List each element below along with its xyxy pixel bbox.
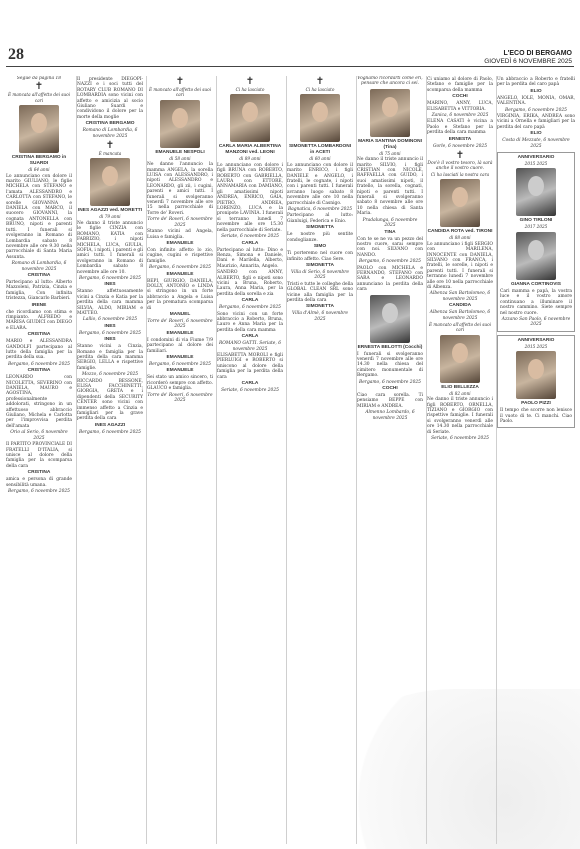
notice-name: EMANUELE bbox=[166, 368, 194, 374]
deceased-age: di 89 anni bbox=[239, 156, 261, 162]
notice-text: Stanno vicini ad Angela, Luisa e famiglia. bbox=[147, 229, 213, 240]
notice-signature: Seriate, 6 novembre 2025 bbox=[221, 388, 279, 394]
notice-signature: Bergamo, 6 novembre 2025 bbox=[149, 265, 211, 271]
column-7 bbox=[426, 76, 493, 844]
anniversary-years: 2015 2025 bbox=[524, 161, 548, 167]
notice-name: CRISTINA BERGAMO bbox=[85, 121, 135, 127]
deceased-age: di 58 anni bbox=[169, 155, 191, 161]
notice-text: Con te se ne va un pezzo del nostro cuore, sarai sempre con noi. SILVANO con NANDO. bbox=[357, 236, 423, 258]
notice-name: EMANUELE bbox=[166, 240, 194, 246]
notice-signature: Lallio, 6 novembre 2025 bbox=[82, 317, 138, 323]
notice-name: COCHI bbox=[382, 386, 398, 391]
notice-signature: Bergamo, 6 novembre 2025 bbox=[219, 305, 281, 311]
notice-signature: Torre de' Roveri, 6 novembre 2025 bbox=[147, 392, 213, 404]
notice-signature: Bergamo, 6 novembre 2025 bbox=[359, 259, 421, 265]
deceased-age: di 79 anni bbox=[99, 214, 121, 220]
notice-intro: Ci ha lasciati la nostra cara bbox=[430, 171, 490, 177]
notice-name: SIMONETTA bbox=[306, 225, 334, 231]
notice-signature: Romano di Lombardia, 6 novembre 2025 bbox=[11, 261, 67, 272]
deceased-name: GINO TIRLONI bbox=[519, 218, 553, 224]
notice-name: CARLA bbox=[241, 240, 259, 246]
notice-signature: Azzano San Paolo, 6 novembre 2025 bbox=[501, 316, 571, 328]
notice-signature: Bergamo, 6 novembre 2025 bbox=[359, 379, 421, 385]
notice-signature: Torre de' Roveri, 6 novembre 2025 bbox=[147, 217, 213, 228]
notice-text: BEPI, GIURGIO, DANIELA, DOLLY, ANTONIO e LINDA si stringono in un forte abbraccio a Angela e Luisa per la prematura scomparsa di bbox=[147, 278, 213, 311]
column-5 bbox=[286, 76, 353, 844]
notice-signature: Bergamo, 6 novembre 2025 bbox=[79, 330, 141, 336]
notice-text: VIRGINIA, ERIKA, ANDREA sono vicini a Ornella e famigliari per la perdita del caro papà bbox=[497, 114, 575, 130]
portrait-photo bbox=[440, 179, 480, 227]
notice-text: SANDRO con ANNY, ALBERTO, figli e nipoti sono vicini a Bruna, Roberto, Laura, Anna Maria, per la perdita della sorella e zia bbox=[217, 270, 283, 297]
notice-name: ERNESTA bbox=[448, 136, 472, 142]
notice-signature: Bagnatica, 6 novembre 2025 bbox=[287, 207, 353, 213]
notice-text: ANGELO, IOLE, MONIA, OMAR, VALENTINA. bbox=[497, 95, 575, 107]
notice-signature: ROMANO GATTI. Seriate, 6 novembre 2025 bbox=[219, 341, 281, 352]
deceased-name: SIMONETTA LOMBARDONI in ACETI bbox=[288, 144, 352, 156]
deceased-age: di 82 anni bbox=[449, 390, 471, 396]
portrait-photo bbox=[516, 232, 556, 280]
column-8 bbox=[496, 76, 575, 844]
deceased-name: CRISTINA BERGAMO in SUARDI bbox=[11, 155, 67, 167]
notice-text: Ne danno il triste annuncio il marito SILVIO, i figli CRISTIAN con NICOLE, RAFFAELLA con GUIDO, i suoi amatissimi nipoti, il fratello, la sorella, cognati, nipoti e parenti tutti. I funerali si svolgeranno sabato 8 novembre alle ore 10 nella chiesa di Santa Maria. bbox=[357, 157, 423, 217]
notice-signature: Pradalunga, 6 novembre 2025 bbox=[362, 217, 418, 229]
newspaper-date: GIOVEDÌ 6 NOVEMBRE 2025 bbox=[484, 58, 572, 65]
notice-text: che ricordiamo con stima e rimpianto. ALFREDO e MARISA GIUDICI con DIEGO e ELARA. bbox=[6, 309, 72, 331]
notice-signature: Bergamo, 6 novembre 2025 bbox=[79, 429, 141, 435]
notice-intro: Ci ha lasciato bbox=[235, 87, 265, 92]
notice-text: PAOLO con MICHELA e FERNANDO, STEFANO con SARA e LEONARDO annunciano la perdita della cara bbox=[357, 265, 423, 293]
notice-text: Ci uniamo al dolore di Paolo, Stefano e famiglie per la scomparsa della mamma bbox=[427, 77, 493, 93]
anniversary-label: ANNIVERSARIO bbox=[517, 337, 555, 343]
deceased-age: di 88 anni bbox=[449, 235, 471, 241]
portrait-photo bbox=[19, 105, 59, 153]
anniversary-years: 2017 2025 bbox=[524, 224, 548, 230]
notice-text: Ne danno il triste annuncio i figli ROBERTO, ORNELLA, TIZIANO e GIORGIO con rispettive famiglie. I funerali si svolgeranno venerdì alle ore 14.30 nella parrocchiale di Seriate. bbox=[427, 397, 493, 435]
memorial-quote: Dov'è il vostro tesoro, là sarà anche il vostro cuore. bbox=[427, 161, 493, 172]
column-2 bbox=[76, 76, 143, 844]
notice-name: ELIO bbox=[530, 88, 542, 94]
deceased-name: PAOLO PIZZI bbox=[521, 401, 551, 407]
newspaper-masthead bbox=[484, 50, 572, 66]
portrait-photo bbox=[516, 168, 556, 216]
notice-text: Le nostre più sentite condoglianze. bbox=[287, 232, 353, 243]
newspaper-name: L'ECO DI BERGAMO bbox=[503, 50, 572, 57]
deceased-name: ELIO BELLEZZA bbox=[441, 384, 479, 390]
notice-name: INES bbox=[104, 337, 116, 343]
notice-text: Ne danno il triste annuncio le figlie CINZIA con ROMANO, KATIA con FABRIZIO, i nipoti MICHELA, LUCA, GIULIA, SOFIA, i nipoti, i parenti e gli amici tutti. I funerali si svolgeranno in Romano di Lombardia sabato 8 novembre alle ore 10. bbox=[77, 220, 143, 275]
notice-text: Lo annunciano con dolore i figli BRUNA con ROBERTO, ROBERTO con GABRIELLA, LAURA con ETTORE, ANNAMARIA con DAMIANO, gli amatissimi nipoti ANDREA, ENRICO, GAIA, PIETRO, ANDREA, LORENZO, LUCA e la pronipote LAVINIA. I funerali si terranno lunedì 7 novembre alle ore 15.30 nella parrocchiale di Seriate. bbox=[217, 162, 283, 233]
notice-text: MARINO, ANNY, LUCA, ELISABETTA e VITTORIA. bbox=[427, 101, 493, 112]
notice-text: ELISABETTA MOROLI e figli PIERLUIGI e ROBERTO si uniscono al dolore della famiglia per la perdita della cara bbox=[217, 353, 283, 380]
notice-text: I funerali si svolgeranno venerdì 7 novembre alle ore 14.30 nella chiesa del cimitero monumentale di Bergamo. bbox=[357, 351, 423, 379]
portrait-photo bbox=[370, 89, 410, 137]
notice-signature: Bergamo, 6 novembre 2025 bbox=[149, 362, 211, 367]
deceased-name: EMANUELE NESPOLI bbox=[155, 149, 205, 155]
notice-name: INES AGAZZI bbox=[94, 422, 126, 428]
portrait-photo bbox=[160, 100, 200, 148]
notice-text: Stanno affettuosamente vicini a Cinzia e Katia per la perdita della cara mamma SILVIA, ALDO, MIRIAM e MATTEO. bbox=[77, 289, 143, 316]
notice-text: Il PARTITO PROVINCIALE DI FRATELLI D'ITALIA, si unisce al dolore della famiglia per la scomparsa della cara bbox=[6, 442, 72, 469]
notice-text: Con infinito affetto lo zio, cugine, cugini e rispettive famiglie. bbox=[147, 247, 213, 264]
notice-name: SIMONETTA bbox=[306, 262, 334, 268]
column-3 bbox=[146, 76, 213, 844]
column-6 bbox=[356, 76, 423, 844]
notice-intro: Ci ha lasciato bbox=[305, 87, 335, 92]
notice-text: I condomini di via Fiume 7/9 partecipano al dolore dei familiari. bbox=[147, 337, 213, 354]
notice-name: EMANUELE bbox=[166, 355, 194, 360]
notice-text: Lo annunciano i figli SERGIO con MARILENA, INNOCENTE con DANIELA, SILVANO con FRANCA, i fratelli, le sorelle, i nipoti e parenti tutti. I funerali si terranno lunedì 7 novembre alle ore 10 nella parrocchiale di Albenza. bbox=[427, 241, 493, 290]
cross-icon: ✝ bbox=[455, 150, 465, 162]
notice-text: MARIO e ALESSANDRA GANDOLFI partecipano al lutto della famiglia per la perdita della sua. bbox=[6, 339, 72, 361]
deceased-name: CARLA MARIA ALBERTINA MANZONI ved. LEONI bbox=[218, 144, 282, 156]
notice-signature: Seriate, 6 novembre 2025 bbox=[221, 234, 279, 240]
notice-text: Partecipano al lutto: Alberto Mazzoleni, Patrizia, Cinzia e famiglia, Con infinita tristezza, Giancarlo Barbieri. bbox=[6, 279, 72, 302]
portrait-photo bbox=[370, 295, 410, 343]
cross-icon: ✝ bbox=[175, 76, 185, 87]
notice-name: INES bbox=[104, 282, 116, 288]
notice-signature: Albenza San Bartolomeo, 6 novembre 2025 bbox=[429, 310, 491, 321]
cross-icon: ✝ bbox=[34, 81, 44, 93]
notice-text: Partecipano al lutto: Gianluigi, Federica e Enio. bbox=[287, 213, 353, 224]
page-number: 28 bbox=[8, 46, 24, 63]
notice-text: Un abbraccio a Roberto e fratelli per la perdita del caro papà bbox=[497, 77, 575, 88]
notice-text: Tristi e tutte le colleghe della GLOBAL CLEAN SRL sono vicine alla famiglia per la perdita della cara bbox=[287, 281, 353, 303]
header-rule bbox=[6, 66, 574, 67]
notice-text: Il presidente DIEGOPI-NAZZI e i soci tutti del ROTARY CLUB ROMANO DI LOMBARDIA sono vicini con affetto e amicizia al socio Giuliano Suardi e condividono il dolore per la morte della moglie bbox=[77, 77, 143, 120]
notice-text: Stanno vicini a Cinzia, Romano e famiglia per la perdita della cara mamma SERGIO, LELLA e rispettive famiglie. bbox=[77, 344, 143, 371]
notice-name: INES bbox=[104, 323, 116, 329]
notice-name: CARLA bbox=[241, 334, 259, 340]
notice-intro: È mancato all'affetto dei suoi cari bbox=[429, 321, 491, 333]
deceased-name: MARIA SANTINA DOMINONI (Tina) bbox=[358, 138, 422, 150]
notice-signature: Mozzo, 6 novembre 2025 bbox=[81, 372, 139, 378]
deceased-name: INES AGAZZI ved. MORETTI bbox=[77, 208, 143, 214]
cross-icon: ✝ bbox=[105, 140, 115, 152]
notice-name: MANUEL bbox=[169, 311, 191, 317]
deceased-age: di 60 anni bbox=[309, 156, 331, 162]
anniversary-box bbox=[497, 335, 575, 429]
notice-text: Ne danno l'annuncio la mamma ANGELA, la sorella LUISA con ALESSANDRO, i nipoti ALESSANDRO e LEONARDO, gli zii, i cugini, parenti e amici tutti. I funerali si svolgeranno venerdì 7 novembre alle ore 15 nella parrocchiale di Torre de' Roveri. bbox=[147, 162, 213, 216]
notice-text: ELENA CASATI è vicina a Paolo e Stefano per la perdita della cara mamma bbox=[427, 119, 493, 136]
notice-name: CRISTINA bbox=[27, 470, 51, 476]
notice-signature: Bergamo, 6 novembre 2025 bbox=[79, 275, 141, 281]
notice-name: SIMONETTA bbox=[306, 304, 334, 310]
portrait-photo bbox=[90, 158, 130, 206]
notice-signature: Almenno Lombardo, 6 novembre 2025 bbox=[365, 410, 415, 421]
deceased-age: di 64 anni bbox=[28, 167, 50, 173]
notice-text: Cari mamma e papà, la vostra luce e il vostro amore continuano a illuminare il nostro cammino. Siete sempre nel nostro cuore. bbox=[500, 288, 572, 316]
notice-text: Sono vicini con un forte abbraccio a Roberto, Bruna, Lauro e Anna Maria per la perdita della cara mamma bbox=[217, 311, 283, 333]
notice-text: Lo annunciano con dolore il marito ENRICO, i figli DANIELE e ANGELO, i fratelli, le cognate, i nipoti con i parenti tutti. I funerali avranno luogo sabato 8 novembre alle ore 10 nella parrocchiale di Casnigo. bbox=[287, 162, 353, 206]
notice-name: IRENE bbox=[31, 302, 47, 308]
deceased-name: ERNESTA BELOTTI (Cocchi) bbox=[357, 344, 423, 350]
deceased-name: CANDIDA ROTA ved. TIRONI bbox=[427, 229, 493, 235]
anniversary-years: 2015 2025 bbox=[524, 343, 548, 349]
notice-name: CRISTINA bbox=[27, 368, 51, 374]
portrait-photo bbox=[440, 335, 480, 383]
cross-icon: ✝ bbox=[315, 76, 325, 87]
notice-name: EMANUELE bbox=[166, 330, 194, 336]
anniversary-box bbox=[497, 152, 575, 332]
notice-name: SIMO bbox=[313, 244, 327, 250]
notice-name: CARLA bbox=[241, 298, 259, 304]
notice-signature: Costa di Mezzate, 6 novembre 2025 bbox=[502, 138, 570, 149]
notice-signature: Villa di Serio, 6 novembre 2025 bbox=[291, 269, 349, 281]
deceased-name: GIANNA CORTINOVIS bbox=[511, 281, 561, 287]
page-header bbox=[0, 0, 580, 70]
notice-name: CRISTINA bbox=[27, 272, 51, 278]
notice-text: amica e persona di grande sensibilità umana. bbox=[6, 477, 72, 488]
notice-text: Lo annunciano con dolore il marito GIULIANO, le figlie MICHELA con STEFANO e l'amata ALESSANDRO e CARLOTTA con STEFANO, le sorelle GIOVANNA e DANIELA con MARCO, il suocero GIOVANNI, la cognata ANTONELLA con BRUNO, nipoti e parenti tutti. I funerali si svolgeranno in Romano di Lombardia sabato 8 novembre alle ore 9.30 nella parrocchiale di Santa Maria Assunta. bbox=[6, 173, 72, 260]
portrait-photo bbox=[230, 94, 270, 142]
notice-name: CANDIDA bbox=[448, 303, 472, 309]
portrait-photo bbox=[516, 351, 556, 399]
column-1 bbox=[6, 76, 72, 844]
notice-signature: Albenza San Bartolomeo, 6 novembre 2025 bbox=[429, 291, 491, 302]
notice-name: TINA bbox=[384, 229, 396, 235]
notice-signature: Seriate, 6 novembre 2025 bbox=[431, 436, 489, 442]
notice-text: Partecipano al lutto: Dino e Renza, Simona e Daniele, Dani e Marilella, Alberto, Maurizio, Annarita, Angelo. bbox=[217, 247, 283, 269]
portrait-photo bbox=[300, 94, 340, 142]
notice-text: Ti porteremo nel cuore con infinito affetto. Ciao Sere. bbox=[287, 251, 353, 262]
notice-name: EMANUELE bbox=[166, 271, 194, 277]
notice-intro: È mancata all'affetto dei suoi cari bbox=[8, 92, 70, 103]
continuation-note: Segue da pagina 18 bbox=[16, 76, 62, 81]
notice-text: Ciao cara sorella. Ti pensiamo BEPPE con MIRIAM e ANDREA. bbox=[357, 393, 423, 409]
anniversary-label: ANNIVERSARIO bbox=[517, 155, 555, 161]
notice-signature: Zanica, 6 novembre 2025 bbox=[431, 113, 489, 119]
notice-text: Sei stato un amico sincero, ti ricorderò sempre con affetto. GLAUCO e famiglia. bbox=[147, 375, 213, 392]
notice-name: CARLA bbox=[241, 381, 259, 387]
notice-intro: È mancata bbox=[98, 151, 122, 157]
notice-signature: Romano di Lombardia, 6 novembre 2025 bbox=[82, 128, 138, 139]
notice-signature: Bergamo, 6 novembre 2025 bbox=[8, 488, 70, 494]
deceased-age: di 75 anni bbox=[379, 150, 401, 156]
notice-name: COCHI bbox=[452, 94, 468, 100]
notice-signature: Torre de' Roveri, 6 novembre 2025 bbox=[147, 318, 213, 330]
notice-intro: È mancato all'affetto dei suoi cari bbox=[149, 87, 211, 98]
notice-text: Il tempo che scorre non lenisce il vuoto di te. Ci manchi. Ciao Paolo. bbox=[500, 408, 572, 424]
notice-signature: Gorle, 6 novembre 2025 bbox=[432, 143, 488, 149]
notice-signature: Villa d'Almè, 6 novembre 2025 bbox=[292, 311, 348, 322]
notice-signature: Bergamo, 6 novembre 2025 bbox=[505, 107, 567, 113]
notice-name: ELIO bbox=[530, 131, 542, 137]
notice-text: LEONARDO con NICOLETTA, SEVERINO con DANIELA, MAURO e AGOSTINA, professionalmente addolorati, stringono in un affettuoso abbraccio Giuliano, Michela e Carlotta per l'improvvisa perdita dell'amata bbox=[6, 375, 72, 429]
memorial-quote: Vogliamo ricordarti come eri, pensare che ancora ci sei. bbox=[357, 76, 423, 87]
notice-text: RICCARDO BESSONE, ELISA FACCHINETTI, GIORGIA, GRETA e i dipendenti della SECURITY CENTER sono vicini con immenso affetto a Cinzia e famigliari per la grave perdita della cara bbox=[77, 378, 143, 422]
notice-signature: Orio al Serio, 6 novembre 2025 bbox=[10, 430, 68, 441]
cross-icon: ✝ bbox=[245, 76, 255, 87]
notice-name: CRISTINA bbox=[27, 332, 51, 338]
column-4 bbox=[216, 76, 283, 844]
notice-signature: Bergamo, 6 novembre 2025 bbox=[8, 361, 70, 367]
